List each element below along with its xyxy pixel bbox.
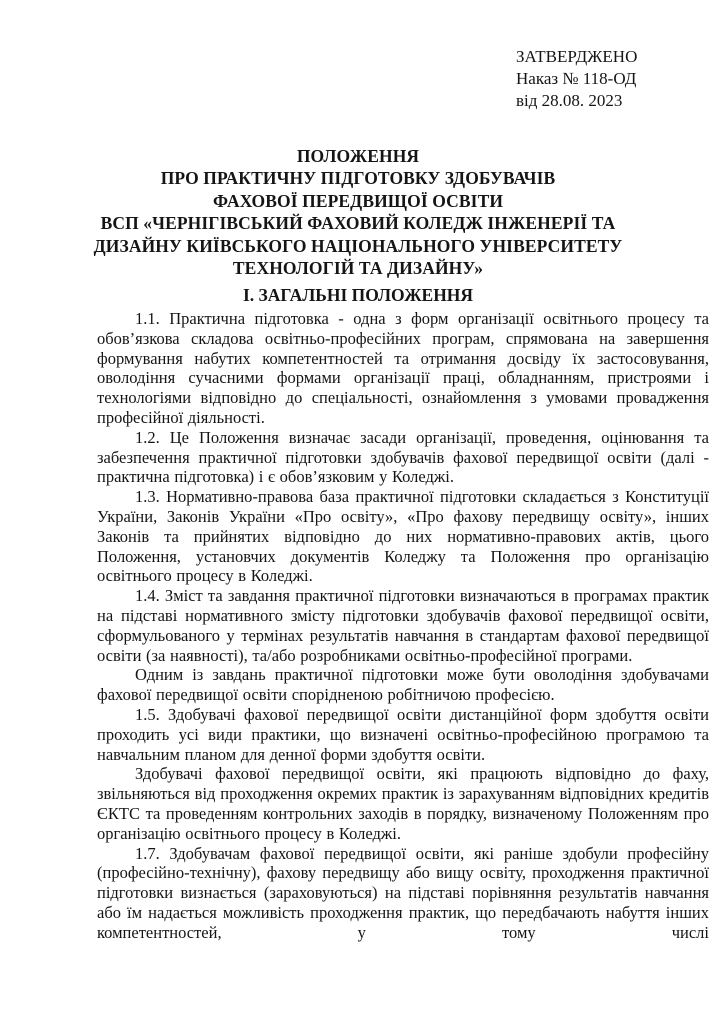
paragraph-1-6: Здобувачі фахової передвищої освіти, які працюють відповідно до фаху, звільняються від проходження окремих практик із зарахуванням відповідних кредитів ЄКТС та проведенням контрольних заходів в порядку, визначеному Положенням про організацію освітнього процесу в Коледжі. bbox=[97, 764, 709, 843]
document-body bbox=[97, 309, 709, 943]
paragraph-1-1: 1.1. Практична підготовка - одна з форм організації освітнього процесу та обов’язкова складова освітньо-професійних програм, спрямована на завершення формування набутих компетентностей та отримання досвіду їх застосовування, оволодіння сучасними формами організації праці, обладнанням, пристроями і технологіями відповідно до спеціальності, ознайомлення з умовами провадження професійної діяльності. bbox=[97, 309, 709, 427]
section-heading: І. ЗАГАЛЬНІ ПОЛОЖЕННЯ bbox=[242, 285, 474, 305]
title-line: ТЕХНОЛОГІЙ ТА ДИЗАЙНУ» bbox=[232, 258, 484, 279]
paragraph-1-4: 1.4. Зміст та завдання практичної підготовки визначаються в програмах практик на підставі нормативного змісту підготовки здобувачів фахової передвищої освіти, сформульованого у термінах результатів навчання в стандартам фахової передвищої освіти (за наявності), та/або розробниками освітньо-професійної програми. bbox=[97, 586, 709, 665]
paragraph-1-2: 1.2. Це Положення визначає засади організації, проведення, оцінювання та забезпечення практичної підготовки здобувачів фахової передвищої освіти (далі - практична підготовка) і є обов’язковим у Коледжі. bbox=[97, 427, 709, 487]
title-line: ВСП «ЧЕРНІГІВСЬКИЙ ФАХОВИЙ КОЛЕДЖ ІНЖЕНЕРІЇ ТА bbox=[100, 213, 616, 234]
paragraph-1-4-addendum: Одним із завдань практичної підготовки може бути оволодіння здобувачами фахової передвищої освіти спорідненою робітничою професією. bbox=[97, 665, 709, 705]
title-line: ФАХОВОЇ ПЕРЕДВИЩОЇ ОСВІТИ bbox=[212, 190, 504, 211]
paragraph-1-3: 1.3. Нормативно-правова база практичної підготовки складається з Конституції України, Законів України «Про освіту», «Про фахову передвищу освіту», інших Законів та прийнятих відповідно до них нормативно-правових актів, цього Положення, установчих документів Коледжу та Положення про організацію освітнього процесу в Коледжі. bbox=[97, 487, 709, 586]
approval-stamp-label: ЗАТВЕРДЖЕНО bbox=[516, 47, 638, 66]
title-line: ПРО ПРАКТИЧНУ ПІДГОТОВКУ ЗДОБУВАЧІВ bbox=[160, 168, 556, 189]
approval-block bbox=[516, 46, 637, 112]
approval-date: від 28.08. 2023 bbox=[516, 91, 623, 110]
paragraph-1-7: 1.7. Здобувачам фахової передвищої освіти, які раніше здобули професійну (професійно-технічну), фахову передвищу або вищу освіту, проходження практичної підготовки визнається (зараховуються) на підставі порівняння результатів навчання або їм надається можливість проходження практик, що передбачають набуття інших компетентностей, у тому числі bbox=[97, 843, 709, 942]
paragraph-1-5: 1.5. Здобувачі фахової передвищої освіти дистанційної форм здобуття освіти проходить усі види практики, що визначені освітньо-професійною програмою та навчальним планом для денної форми здобуття освіти. bbox=[97, 704, 709, 764]
title-line: ПОЛОЖЕННЯ bbox=[296, 146, 420, 166]
approval-order-number: Наказ № 118-ОД bbox=[516, 69, 637, 88]
title-line: ДИЗАЙНУ КИЇВСЬКОГО НАЦІОНАЛЬНОГО УНІВЕРСИТЕТУ bbox=[93, 235, 623, 256]
document-title bbox=[30, 145, 686, 279]
